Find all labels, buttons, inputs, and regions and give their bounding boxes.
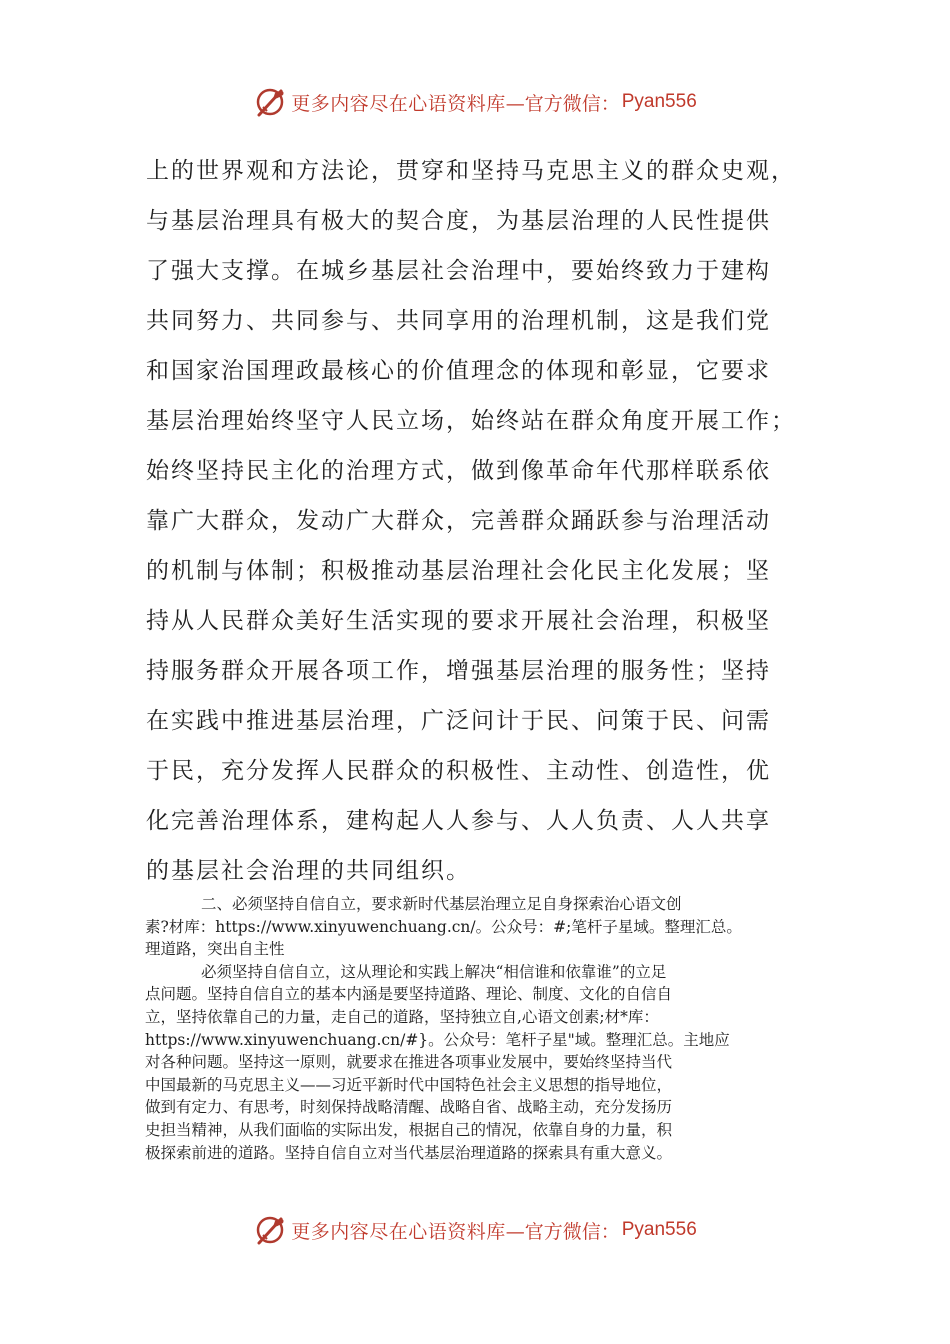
text-line: 靠广大群众，发动广大群众，完善群众踊跃参与治理活动 [146, 508, 771, 534]
header-banner [0, 82, 950, 122]
text-line: 素?材库：https://www.xinyuwenchuang.cn/。公众号：#;笔杆子星域。整理汇总。 [145, 917, 742, 936]
text-line: 于民，充分发挥人民群众的积极性、主动性、创造性，优 [146, 758, 771, 784]
footer-wechat-id: Pyan556 [621, 1219, 697, 1240]
text-line: 上的世界观和方法论，贯穿和坚持马克思主义的群众史观， [146, 158, 796, 184]
main-paragraph [146, 146, 796, 896]
quill-logo-icon [253, 1213, 287, 1247]
footer-subtitle: —官方微信： [505, 1220, 620, 1243]
text-line: https://www.xinyuwenchuang.cn/#}。公众号：笔杆子星"域。整理汇总。主地应 [145, 1030, 730, 1049]
text-line: 的机制与体制；积极推动基层治理社会化民主化发展；坚 [146, 558, 771, 584]
text-line: 与基层治理具有极大的契合度，为基层治理的人民性提供 [146, 208, 771, 234]
header-subtitle: —官方微信： [505, 92, 620, 115]
quill-logo-icon [253, 85, 287, 119]
footer-banner [0, 1210, 950, 1250]
text-line: 做到有定力、有思考，时刻保持战略清醒、战略自省、战略主动，充分发扬历 [145, 1098, 673, 1117]
text-line: 化完善治理体系，建构起人人参与、人人负责、人人共享 [146, 808, 771, 834]
text-line: 了强大支撑。在城乡基层社会治理中，要始终致力于建构 [146, 258, 771, 284]
header-title: 更多内容尽在心语资料库 [291, 92, 506, 115]
text-line: 的基层社会治理的共同组织。 [146, 858, 471, 884]
text-line: 和国家治国理政最核心的价值理念的体现和彰显，它要求 [146, 358, 771, 384]
text-line: 点问题。坚持自信自立的基本内涵是要坚持道路、理论、制度、文化的自信自 [145, 985, 673, 1004]
text-line: 在实践中推进基层治理，广泛问计于民、问策于民、问需 [146, 708, 771, 734]
text-line: 持服务群众开展各项工作，增强基层治理的服务性；坚持 [146, 658, 771, 684]
text-line: 立，坚持依靠自己的力量，走自己的道路，坚持独立自,心语文创素;材*库： [145, 1007, 659, 1026]
text-line: 始终坚持民主化的治理方式，做到像革命年代那样联系依 [146, 458, 771, 484]
text-line: 基层治理始终坚守人民立场，始终站在群众角度开展工作； [146, 408, 796, 434]
text-line: 极探索前进的道路。坚持自信自立对当代基层治理道路的探索具有重大意义。 [145, 1143, 673, 1162]
text-line: 理道路，突出自主性 [145, 940, 285, 959]
header-wechat-id: Pyan556 [621, 91, 697, 112]
text-line: 史担当精神，从我们面临的实际出发，根据自己的情况，依靠自身的力量，积 [145, 1120, 673, 1139]
text-line: 共同努力、共同参与、共同享用的治理机制，这是我们党 [146, 308, 771, 334]
secondary-section [145, 893, 825, 1164]
text-line: 中国最新的马克思主义——习近平新时代中国特色社会主义思想的指导地位， [145, 1075, 673, 1094]
footer-title: 更多内容尽在心语资料库 [291, 1220, 506, 1243]
text-line: 必须坚持自信自立，这从理论和实践上解决“相信谁和依靠谁”的立足 [201, 962, 667, 981]
text-line: 持从人民群众美好生活实现的要求开展社会治理，积极坚 [146, 608, 771, 634]
section-heading-line: 二、必须坚持自信自立，要求新时代基层治理立足自身探索治心语文创 [201, 895, 682, 913]
text-line: 对各种问题。坚持这一原则，就要求在推进各项事业发展中，要始终坚持当代 [145, 1053, 673, 1072]
